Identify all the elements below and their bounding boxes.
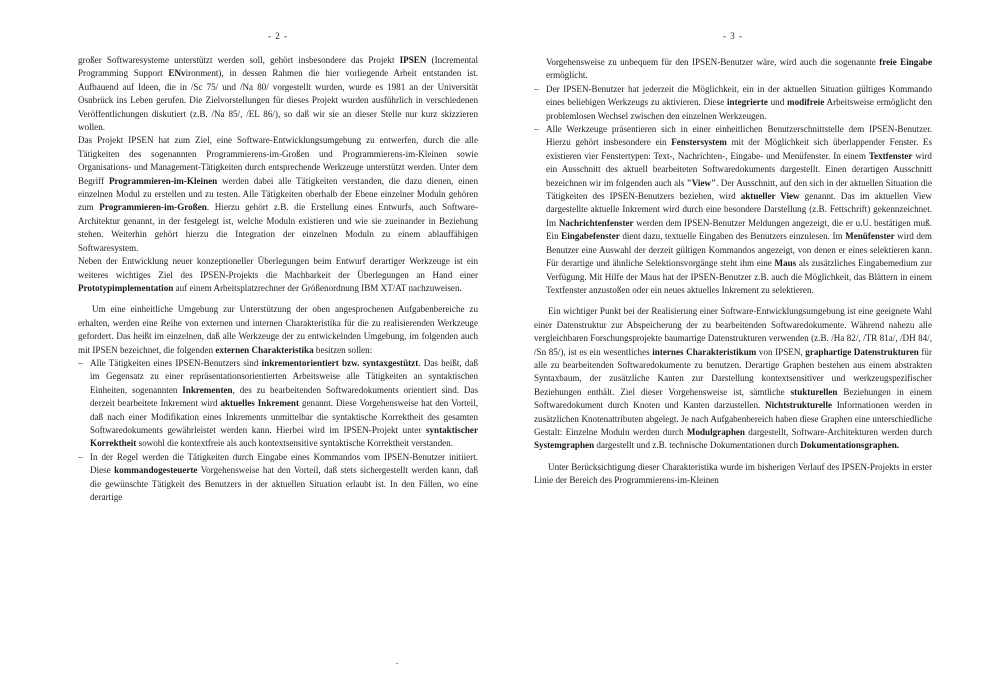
emphasis-term: Menüfenster: [845, 231, 895, 242]
right-body: [534, 56, 932, 488]
left-paragraph-4: Um eine einheitliche Umgebung zur Unterstützung der oben angesprochenen Aufgabenbereiche zu erhalten, werden eine Reihe von externen und internen Charakteristika für die zu realisierenden Werkzeuge gefordert. Das heißt im einzelnen, daß alle Werkzeuge der zu entwickelnden Umgebung, im folgenden auch mit IPSEN bezeichnet, die folgenden externen Charakteristika besitzen sollen:: [78, 304, 478, 355]
emphasis-term: Programmieren-im-Kleinen: [108, 175, 218, 186]
emphasis-term: freie Eingabe: [879, 57, 932, 67]
emphasis-term: ENv: [168, 68, 186, 79]
page-number-right: - 3 -: [723, 31, 743, 41]
emphasis-term: Modulgraphen: [686, 426, 745, 437]
emphasis-term: integrierte: [726, 97, 768, 108]
emphasis-term: Inkrementen: [182, 384, 233, 395]
emphasis-term: "View": [686, 177, 717, 188]
emphasis-term: IPSEN: [399, 55, 427, 65]
emphasis-term: modifreie: [787, 97, 825, 108]
emphasis-term: Eingabefenster: [561, 231, 620, 242]
left-bullet-list: [78, 357, 478, 504]
emphasis-term: Nichtstrukturelle: [765, 400, 833, 411]
left-paragraph-2: Das Projekt IPSEN hat zum Ziel, eine Software-Entwicklungsumgebung zu entwerfen, durch die alle Tätigkeiten des sogenannten Programmierens-im-Großen und Programmierens-im-Kleinen sowie Organisations- und Management-Tätigkeiten durch entsprechende Werkzeuge unterstützt werden. Unter dem Begriff Programmieren-im-Kleinen werden dabei alle Tätigkeiten verstanden, die dazu dienen, einen einzelnen Modul zu erstellen und zu testen. Alle Tätigkeiten oberhalb der Ebene einzelner Moduln gehören zum Programmieren-im-Großen. Hierzu gehört z.B. die Erstellung eines Entwurfs, auch Software-Architektur genannt, in der festgelegt ist, welche Moduln existieren und wie sie zueinander in Beziehung stehen. Weiterhin gehört hierzu die Integration der einzelnen Moduln zu einem ablauffähigen Softwaresystem.: [78, 135, 478, 253]
emphasis-term: Fenstersystem: [671, 137, 727, 148]
emphasis-term: Systemgraphen: [534, 440, 595, 451]
right-bullet-1: – Der IPSEN-Benutzer hat jederzeit die Möglichkeit, ein in der aktuellen Situation gültiges Kommando eines beliebigen Werkzeugs zu aktivieren. Diese integrierte und modifreie Arbeitsweise ermöglicht den problemlosen Wechsel zwischen den einzelnen Werkzeugen.: [534, 83, 932, 123]
left-paragraph-3: Neben der Entwicklung neuer konzeptioneller Überlegungen beim Entwurf derartiger Werkzeuge ist ein weiteres wichtiges Ziel des IPSEN-Projekts die Machbarkeit der Überlegungen an Hand einer Prototypimplementation auf einem Arbeitsplatzrechner der Größenordnung IBM XT/AT nachzuweisen.: [78, 256, 478, 293]
emphasis-term: syntaktischer Korrektheit: [90, 424, 478, 449]
page-number-left: - 2 -: [268, 31, 288, 41]
emphasis-term: kommandogesteuerte: [114, 465, 198, 476]
emphasis-term: internes Charakteristikum: [652, 346, 757, 357]
emphasis-term: Maus: [774, 258, 797, 269]
emphasis-term: aktuelles Inkrement: [220, 398, 300, 409]
emphasis-term: Programmieren-im-Großen: [99, 202, 207, 213]
left-paragraph-1: großer Softwaresysteme unterstützt werden soll, gehört insbesondere das Projekt IPSEN (Incremental Programming Support ENvironment), in dessen Rahmen die hier vorliegende Arbeit entstanden ist. Aufbauend auf Ideen, die in /Sc 75/ und /Na 80/ vorgestellt wurden, wurde es 1981 an der Universität Osnbrück ins Leben gerufen. Die Zielvorstellungen für dieses Projekt wurden ausführlich in verschiedenen Veröffentlichungen diskutiert (z.B. /Na 85/, /EL 86/), so daß wir sie an dieser Stelle nur kurz skizzieren wollen.: [78, 55, 478, 133]
emphasis-term: externen Charakteristika: [215, 344, 314, 355]
page-right: [534, 0, 932, 678]
left-bullet-1: – Alle Tätigkeiten eines IPSEN-Benutzers sind inkrementorientiert bzw. syntaxgestützt. Das heißt, daß im Gegensatz zu einer repräsentationsorientierten Arbeitsweise alle Tätigkeiten an syntaktischen Einheiten, sogenannten Inkrementen, des zu bearbeitenden Softwaredokuments orientiert sind. Das derzeit bearbeitete Inkrement wird aktuelles Inkrement genannt. Diese Vorgehensweise hat den Vorteil, daß nach einer Modifikation eines Inkrements unmittelbar die syntaktische Korrektheit des gesamten Softwaredokuments gewährleistet werden kann. Hierbei wird im IPSEN-Projekt unter syntaktischer Korrektheit sowohl die kontextfreie als auch kontextsensitive syntaktische Korrektheit verstanden.: [78, 357, 478, 451]
footer-mark: .: [396, 656, 399, 666]
right-bullet-list: [534, 83, 932, 298]
right-bullet-2: – Alle Werkzeuge präsentieren sich in einer einheitlichen Benutzerschnittstelle dem IPSEN-Benutzer. Hierzu gehört insbesondere ein Fenstersystem mit der Möglichkeit sich überlappender Fenster. Es existieren vier Fenstertypen: Text-, Nachrichten-, Eingabe- und Menüfenster. In einem Textfenster wird ein Ausschnitt des aktuell bearbeiteten Softwaredokuments dargestellt. Einen derartigen Ausschnitt bezeichnen wir im folgenden auch als "View". Der Ausschnitt, auf den sich in der aktuellen Situation die Tätigkeiten des IPSEN-Benutzers beziehen, wird aktueller View genannt. Das im aktuellen View dargestellte aktuelle Inkrement wird durch eine besondere Darstellung (z.B. Fettschrift) gekennzeichnet. Im Nachrichtenfenster werden dem IPSEN-Benutzer Meldungen angezeigt, die er u.U. bestätigen muß. Ein Eingabefenster dient dazu, textuelle Eingaben des Benutzers einzulesen. Im Menüfenster wird dem Benutzer eine Auswahl der derzeit gültigen Kommandos angezeigt, von denen er eines selektieren kann. Für derartige und ähnliche Selektionsvorgänge steht ihm eine Maus als zusätzliches Eingabemedium zur Verfügung. Mit Hilfe der Maus hat der IPSEN-Benutzer z.B. auch die Möglichkeit, das Blättern in einem Textfenster anzustoßen oder ein neues aktuelles Inkrement zu selektieren.: [534, 123, 932, 297]
emphasis-term: inkrementorientiert bzw. syntaxgestützt: [261, 357, 419, 368]
emphasis-term: graphartige Datenstrukturen: [805, 346, 919, 357]
right-paragraph-3: Unter Berücksichtigung dieser Charakteristika wurde im bisherigen Verlauf des IPSEN-Projekts in erster Linie der Bereich des Programmierens-im-Kleinen: [534, 461, 932, 486]
emphasis-term: Textfenster: [868, 150, 913, 161]
emphasis-term: aktueller View: [740, 191, 800, 202]
right-paragraph-2: Ein wichtiger Punkt bei der Realisierung einer Software-Entwicklungsumgebung ist eine geeignete Wahl einer Datenstruktur zur Abspeicherung der zu bearbeitenden Softwaredokumente. Während nahezu alle vergleichbaren Forschungsprojekte baumartige Datenstrukturen verwenden (z.B. /Ha 82/, /TR 81a/, /DH 84/, /Sn 85/), ist es ein wesentliches internes Charakteristikum von IPSEN, graphartige Datenstrukturen für alle zu bearbeitenden Softwaredokumente zu benutzen. Derartige Graphen bestehen aus einem abstrakten Syntaxbaum, der zusätzliche Kanten zur Darstellung kontextsensitiver und werkzeugspezifischer Beziehungen enthält. Ziel dieser Vorgehensweise ist, sämtliche stukturellen Beziehungen in einem Softwaredokument durch Knoten und Kanten darzustellen. Nichtstrukturelle Informationen werden in zusätzlichen Knotenattributen abgelegt. Je nach Aufgabenbereich haben diese Graphen eine unterschiedliche Gestalt: Einzelne Moduln werden durch Modulgraphen dargestellt, Software-Architekturen werden durch Systemgraphen dargestellt und z.B. technische Dokumentationen durch Dokumentationsgraphen.: [534, 306, 932, 451]
emphasis-term: Dokumentationsgraphen.: [800, 440, 900, 451]
page-left: [78, 0, 478, 678]
emphasis-term: Nachrichtenfenster: [558, 217, 634, 228]
left-bullet-2: – In der Regel werden die Tätigkeiten durch Eingabe eines Kommandos vom IPSEN-Benutzer initiiert. Diese kommandogesteuerte Vorgehensweise hat den Vorteil, daß stets sichergestellt werden kann, daß die gewünschte Tätigkeit des Benutzers in der aktuellen Situation erlaubt ist. In den Fällen, wo eine derartige: [78, 451, 478, 505]
emphasis-term: stukturellen: [790, 386, 838, 397]
emphasis-term: Prototypimplementation: [78, 282, 174, 293]
left-body: [78, 54, 478, 504]
right-continuation: Vorgehensweise zu unbequem für den IPSEN-Benutzer wäre, wird auch die sogenannte freie Eingabe ermöglicht.: [546, 57, 932, 81]
